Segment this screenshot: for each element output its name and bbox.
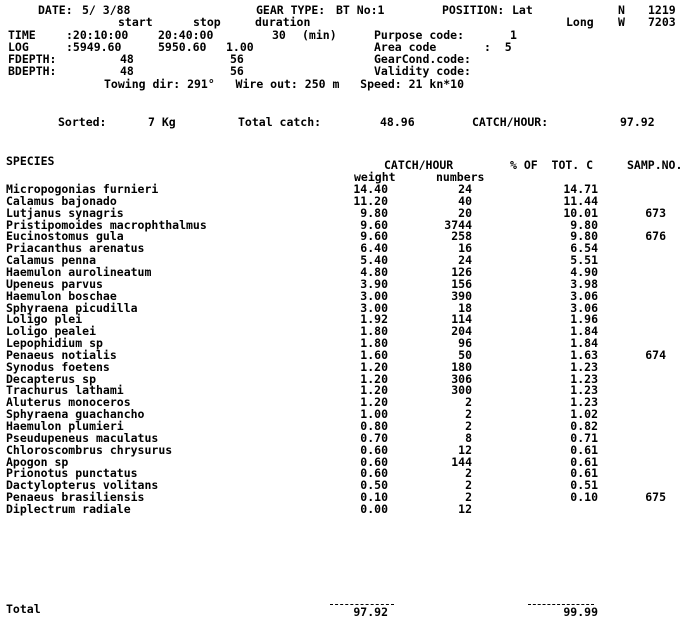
pct-value: 10.01: [563, 206, 598, 220]
weight-value: 5.40: [360, 253, 388, 267]
numbers-value: 20: [458, 206, 472, 220]
species-name: Pseudupeneus maculatus: [6, 431, 159, 445]
species-name: Synodus foetens: [6, 360, 110, 374]
species-name: Loligo plei: [6, 312, 83, 326]
catch-hour-label: CATCH/HOUR:: [472, 115, 549, 129]
species-name: Micropogonias furnieri: [6, 182, 159, 196]
numbers-value: 40: [458, 194, 472, 208]
numbers-value: 300: [451, 383, 472, 397]
pct-value: 1.23: [570, 372, 598, 386]
fdepth-start: 48: [120, 52, 134, 66]
sorted-label: Sorted:: [58, 115, 107, 129]
numbers-value: 258: [451, 229, 472, 243]
samp-no-value: 676: [645, 229, 666, 243]
numbers-value: 204: [451, 324, 472, 338]
numbers-value: 144: [451, 455, 472, 469]
species-name: Penaeus brasiliensis: [6, 490, 145, 504]
catch-hour-value: 97.92: [620, 115, 655, 129]
catch-hour-header: CATCH/HOUR: [384, 158, 454, 172]
weight-value: 0.10: [360, 490, 388, 504]
pct-value: 6.54: [570, 241, 598, 255]
numbers-value: 2: [465, 466, 472, 480]
col-duration: duration: [255, 15, 311, 29]
total-catch-value: 48.96: [380, 115, 415, 129]
weight-value: 4.80: [360, 265, 388, 279]
weight-value: 1.80: [360, 324, 388, 338]
species-name: Pristipomoides macrophthalmus: [6, 218, 207, 232]
gearcond-label: GearCond.code:: [374, 52, 471, 66]
pct-value: 1.23: [570, 395, 598, 409]
pct-value: 0.71: [570, 431, 598, 445]
weight-value: 0.00: [360, 502, 388, 516]
pct-value: 9.80: [570, 218, 598, 232]
samp-no-value: 675: [645, 490, 666, 504]
lat-label: Lat: [512, 3, 533, 17]
col-stop: stop: [193, 15, 221, 29]
purpose-label: Purpose code:: [374, 28, 465, 42]
weight-value: 1.20: [360, 372, 388, 386]
long-hemisphere: W: [618, 15, 625, 29]
pct-value: 14.71: [563, 182, 598, 196]
weight-value: 11.20: [353, 194, 388, 208]
species-name: Upeneus parvus: [6, 277, 103, 291]
pct-value: 0.10: [570, 490, 598, 504]
weight-value: 1.20: [360, 360, 388, 374]
area-value: : 5: [484, 40, 512, 54]
pct-value: 5.51: [570, 253, 598, 267]
weight-value: 9.60: [360, 218, 388, 232]
pct-value: 0.61: [570, 455, 598, 469]
numbers-value: 24: [458, 182, 472, 196]
date-label: DATE:: [38, 3, 73, 17]
numbers-value: 8: [465, 431, 472, 445]
species-name: Calamus bajonado: [6, 194, 117, 208]
gear-type-label: GEAR TYPE:: [256, 3, 326, 17]
weight-value: 0.70: [360, 431, 388, 445]
species-name: Decapterus sp: [6, 372, 97, 386]
numbers-value: 3744: [444, 218, 472, 232]
long-label: Long: [566, 15, 594, 29]
numbers-value: 18: [458, 301, 472, 315]
numbers-value: 2: [465, 407, 472, 421]
numbers-value: 2: [465, 490, 472, 504]
pct-total-header: % OF TOT. C: [510, 158, 594, 172]
pct-value: 0.82: [570, 419, 598, 433]
numbers-value: 50: [458, 348, 472, 362]
samp-no-value: 673: [645, 206, 666, 220]
purpose-value: 1: [510, 28, 517, 42]
sorted-value: 7 Kg: [148, 115, 176, 129]
pct-value: 1.96: [570, 312, 598, 326]
numbers-value: 16: [458, 241, 472, 255]
lat-hemisphere: N: [618, 3, 625, 17]
weight-value: 1.00: [360, 407, 388, 421]
bdepth-start: 48: [120, 64, 134, 78]
numbers-value: 156: [451, 277, 472, 291]
weight-value: 1.92: [360, 312, 388, 326]
species-name: Penaeus notialis: [6, 348, 117, 362]
pct-value: 0.51: [570, 478, 598, 492]
total-catch-label: Total catch:: [238, 115, 322, 129]
species-name: Prionotus punctatus: [6, 466, 138, 480]
pct-value: 1.23: [570, 360, 598, 374]
pct-value: 1.63: [570, 348, 598, 362]
numbers-value: 2: [465, 478, 472, 492]
long-value: 7203: [648, 15, 676, 29]
species-header: SPECIES: [6, 154, 55, 168]
weight-value: 3.90: [360, 277, 388, 291]
numbers-value: 12: [458, 502, 472, 516]
pct-value: 3.98: [570, 277, 598, 291]
log-distance: 1.00: [226, 40, 254, 54]
time-stop: 20:40:00: [158, 28, 214, 42]
pct-value: 1.23: [570, 383, 598, 397]
numbers-value: 180: [451, 360, 472, 374]
numbers-value: 390: [451, 289, 472, 303]
total-label: Total: [6, 602, 41, 616]
numbers-value: 306: [451, 372, 472, 386]
species-name: Aluterus monoceros: [6, 395, 131, 409]
numbers-value: 2: [465, 395, 472, 409]
weight-value: 1.80: [360, 336, 388, 350]
weight-value: 9.80: [360, 206, 388, 220]
pct-value: 1.84: [570, 324, 598, 338]
weight-value: 0.60: [360, 455, 388, 469]
pct-value: 3.06: [570, 301, 598, 315]
lat-value: 1219: [648, 3, 676, 17]
duration-value: 30: [272, 28, 286, 42]
position-label: POSITION:: [442, 3, 505, 17]
area-label: Area code: [374, 40, 437, 54]
pct-value: 3.06: [570, 289, 598, 303]
pct-value: 1.02: [570, 407, 598, 421]
species-name: Sphyraena picudilla: [6, 301, 138, 315]
date-value: 5/ 3/88: [82, 3, 131, 17]
towing-line: Towing dir: 291° Wire out: 250 m Speed: 21 kn*10: [104, 77, 465, 91]
log-label: LOG: [8, 40, 29, 54]
weight-value: 6.40: [360, 241, 388, 255]
weight-value: 0.80: [360, 419, 388, 433]
time-start: :20:10:00: [66, 28, 129, 42]
total-weight: 97.92: [353, 605, 388, 619]
pct-value: 11.44: [563, 194, 598, 208]
species-name: Haemulon aurolineatum: [6, 265, 152, 279]
samp-no-value: 674: [645, 348, 666, 362]
species-name: Trachurus lathami: [6, 383, 124, 397]
bdepth-label: BDEPTH:: [8, 64, 57, 78]
weight-value: 1.60: [360, 348, 388, 362]
numbers-value: 24: [458, 253, 472, 267]
species-name: Lepophidium sp: [6, 336, 103, 350]
fdepth-label: FDEPTH:: [8, 52, 57, 66]
weight-value: 1.20: [360, 383, 388, 397]
gear-type-value: BT No:1: [336, 3, 385, 17]
fdepth-stop: 56: [230, 52, 244, 66]
pct-value: 0.61: [570, 443, 598, 457]
species-name: Diplectrum radiale: [6, 502, 131, 516]
log-stop: 5950.60: [158, 40, 207, 54]
weight-value: 9.60: [360, 229, 388, 243]
pct-value: 0.61: [570, 466, 598, 480]
col-start: start: [118, 15, 153, 29]
species-name: Priacanthus arenatus: [6, 241, 145, 255]
species-name: Loligo pealei: [6, 324, 97, 338]
duration-unit: (min): [302, 28, 337, 42]
weight-value: 14.40: [353, 182, 388, 196]
log-start: :5949.60: [66, 40, 122, 54]
species-name: Chloroscombrus chrysurus: [6, 443, 173, 457]
species-name: Sphyraena guachancho: [6, 407, 145, 421]
numbers-value: 96: [458, 336, 472, 350]
weight-value: 0.60: [360, 466, 388, 480]
species-name: Haemulon plumieri: [6, 419, 124, 433]
weight-value: 0.50: [360, 478, 388, 492]
species-name: Eucinostomus gula: [6, 229, 124, 243]
pct-value: 1.84: [570, 336, 598, 350]
numbers-value: 12: [458, 443, 472, 457]
validity-label: Validity code:: [374, 64, 471, 78]
species-name: Calamus penna: [6, 253, 97, 267]
numbers-value: 126: [451, 265, 472, 279]
species-name: Apogon sp: [6, 455, 69, 469]
weight-header: weight: [354, 170, 396, 184]
species-name: Haemulon boschae: [6, 289, 117, 303]
numbers-value: 114: [451, 312, 472, 326]
numbers-header: numbers: [436, 170, 485, 184]
pct-value: 4.90: [570, 265, 598, 279]
weight-value: 3.00: [360, 289, 388, 303]
bdepth-stop: 56: [230, 64, 244, 78]
weight-value: 0.60: [360, 443, 388, 457]
weight-value: 3.00: [360, 301, 388, 315]
species-name: Dactylopterus volitans: [6, 478, 159, 492]
samp-no-header: SAMP.NO.: [627, 158, 683, 172]
weight-value: 1.20: [360, 395, 388, 409]
total-pct: 99.99: [563, 605, 598, 619]
numbers-value: 2: [465, 419, 472, 433]
species-name: Lutjanus synagris: [6, 206, 124, 220]
pct-value: 9.80: [570, 229, 598, 243]
time-label: TIME: [8, 28, 36, 42]
